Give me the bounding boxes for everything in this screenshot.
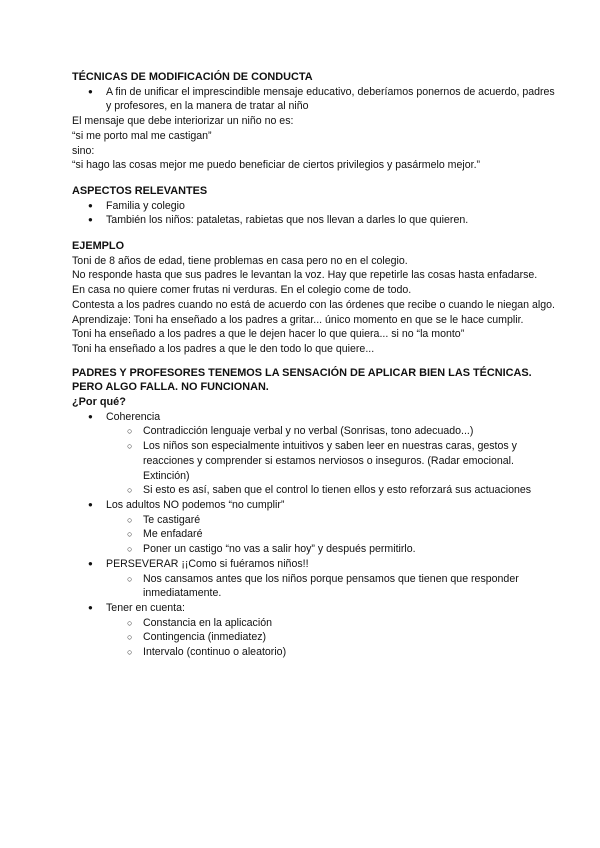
reasons-list (72, 410, 560, 660)
techniques-list (72, 85, 560, 114)
spacer (72, 228, 560, 239)
section-title-parents: PADRES Y PROFESORES TENEMOS LA SENSACIÓN DE APLICAR BIEN LAS TÉCNICAS. PERO ALGO FALLA. NO FUNCIONAN. (72, 366, 532, 394)
sub-list-item: ○ Intervalo (continuo o aleatorio) (72, 645, 560, 660)
paragraph: Aprendizaje: Toni ha enseñado a los padres a gritar... único momento en que se le hace cumplir. (72, 313, 524, 326)
sub-list-item: ○ Te castigaré (72, 513, 560, 528)
paragraph: Toni ha enseñado a los padres a que le den todo lo que quiere... (72, 342, 375, 355)
paragraph: “si hago las cosas mejor me puedo beneficiar de ciertos privilegios y pasármelo mejor.” (72, 159, 481, 172)
section-title-techniques: TÉCNICAS DE MODIFICACIÓN DE CONDUCTA (72, 71, 313, 83)
paragraph: Toni de 8 años de edad, tiene problemas en casa pero no en el colegio. (72, 254, 408, 267)
sub-list-item: ○ Nos cansamos antes que los niños porque pensamos que tienen que responder inmediatamente. (72, 572, 560, 601)
paragraph: “si me porto mal me castigan” (72, 129, 212, 142)
paragraph: El mensaje que debe interiorizar un niño no es: (72, 115, 294, 128)
aspects-list (72, 199, 560, 228)
list-item: ● Los adultos NO podemos “no cumplir” (72, 498, 560, 513)
paragraph: Toni ha enseñado a los padres a que le dejen hacer lo que quiera... si no “la monto” (72, 328, 465, 341)
spacer (72, 173, 560, 184)
list-item: ● A fin de unificar el imprescindible mensaje educativo, deberíamos ponernos de acuerdo, padres y profesores, en la manera de tratar al niño (72, 85, 560, 114)
sub-list-item: ○ Constancia en la aplicación (72, 616, 560, 631)
list-item: ● Tener en cuenta: (72, 601, 560, 616)
section-title-example: EJEMPLO (72, 240, 125, 253)
sub-list-item: ○ Poner un castigo “no vas a salir hoy” y después permitirlo. (72, 542, 560, 557)
paragraph: No responde hasta que sus padres le levantan la voz. Hay que repetirle las cosas hasta enfadarse. (72, 269, 538, 282)
paragraph: Contesta a los padres cuando no está de acuerdo con las órdenes que recibe o cuando le niegan algo. (72, 298, 555, 311)
paragraph: sino: (72, 144, 95, 157)
section-title-aspects: ASPECTOS RELEVANTES (72, 184, 208, 197)
list-item: ● Familia y colegio (72, 199, 560, 214)
spacer (72, 357, 560, 366)
sub-list-item: ○ Si esto es así, saben que el control lo tienen ellos y esto reforzará sus actuaciones (72, 483, 560, 498)
list-item: ● También los niños: pataletas, rabietas que nos llevan a darles lo que quieren. (72, 213, 560, 228)
sub-list-item: ○ Contradicción lenguaje verbal y no verbal (Sonrisas, tono adecuado...) (72, 424, 560, 439)
list-item: ● PERSEVERAR ¡¡Como si fuéramos niños!! (72, 557, 560, 572)
sub-list-item: ○ Los niños son especialmente intuitivos y saben leer en nuestras caras, gestos y reacciones y comprender si estamos nerviosos o inseguros. (Radar emocional. Extinción) (72, 439, 560, 483)
list-item: ● Coherencia (72, 410, 560, 425)
sub-list-item: ○ Me enfadaré (72, 527, 560, 542)
sub-list-item: ○ Contingencia (inmediatez) (72, 630, 560, 645)
paragraph: En casa no quiere comer frutas ni verduras. En el colegio come de todo. (72, 284, 412, 297)
question-heading: ¿Por qué? (72, 396, 126, 409)
